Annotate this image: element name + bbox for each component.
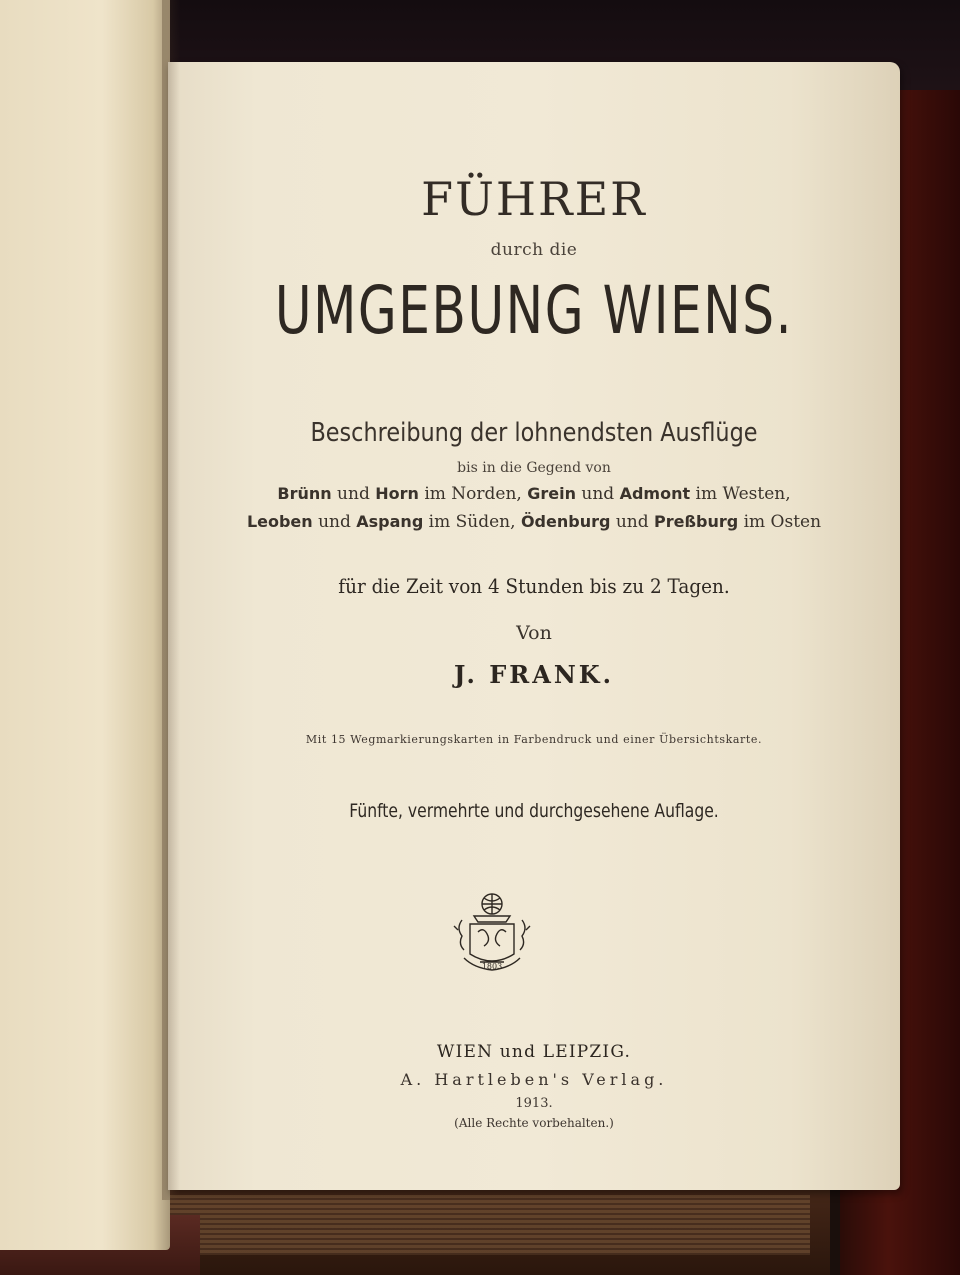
region-line-south-east <box>168 512 900 532</box>
word: und <box>331 484 376 504</box>
word: im Osten <box>738 512 822 532</box>
description-line: Beschreibung der lohnendsten Ausflüge <box>310 418 758 448</box>
region-intro: bis in die Gegend von <box>457 460 611 476</box>
emblem-year: 1803 <box>481 962 503 971</box>
place-pressburg: Preßburg <box>654 512 739 531</box>
book-gutter-shadow <box>162 0 180 1200</box>
publisher-emblem-icon <box>444 886 540 982</box>
page-edges <box>150 1195 810 1255</box>
author-name: J. FRANK. <box>454 660 614 689</box>
publisher-name: A. Hartleben's Verlag. <box>400 1070 668 1089</box>
edition-note: Fünfte, vermehrte und durchgesehene Auflage. <box>349 800 719 822</box>
place-bruenn: Brünn <box>277 484 332 503</box>
place-aspang: Aspang <box>356 512 424 531</box>
publication-year: 1913. <box>515 1096 553 1111</box>
rights-notice: (Alle Rechte vorbehalten.) <box>454 1116 614 1130</box>
book-subject: UMGEBUNG WIENS. <box>274 272 794 349</box>
region-line-north-west <box>168 484 900 504</box>
place-leoben: Leoben <box>246 512 313 531</box>
title-connector: durch die <box>490 240 578 260</box>
place-horn: Horn <box>375 484 419 503</box>
word: im Norden, <box>418 484 528 504</box>
title-page <box>168 62 900 1190</box>
book-title: FÜHRER <box>421 172 647 226</box>
word: im Westen, <box>690 484 791 504</box>
left-blank-page <box>0 0 170 1250</box>
duration-line: für die Zeit von 4 Stunden bis zu 2 Tagen. <box>338 574 730 598</box>
by-label: Von <box>516 622 552 644</box>
word: und <box>610 512 655 532</box>
publication-place: WIEN und LEIPZIG. <box>436 1042 632 1062</box>
word: im Süden, <box>423 512 521 532</box>
place-oedenburg: Ödenburg <box>520 512 611 531</box>
place-grein: Grein <box>527 484 576 503</box>
place-admont: Admont <box>619 484 691 503</box>
word: und <box>575 484 620 504</box>
word: und <box>312 512 357 532</box>
maps-note: Mit 15 Wegmarkierungskarten in Farbendruck und einer Übersichtskarte. <box>305 733 763 746</box>
